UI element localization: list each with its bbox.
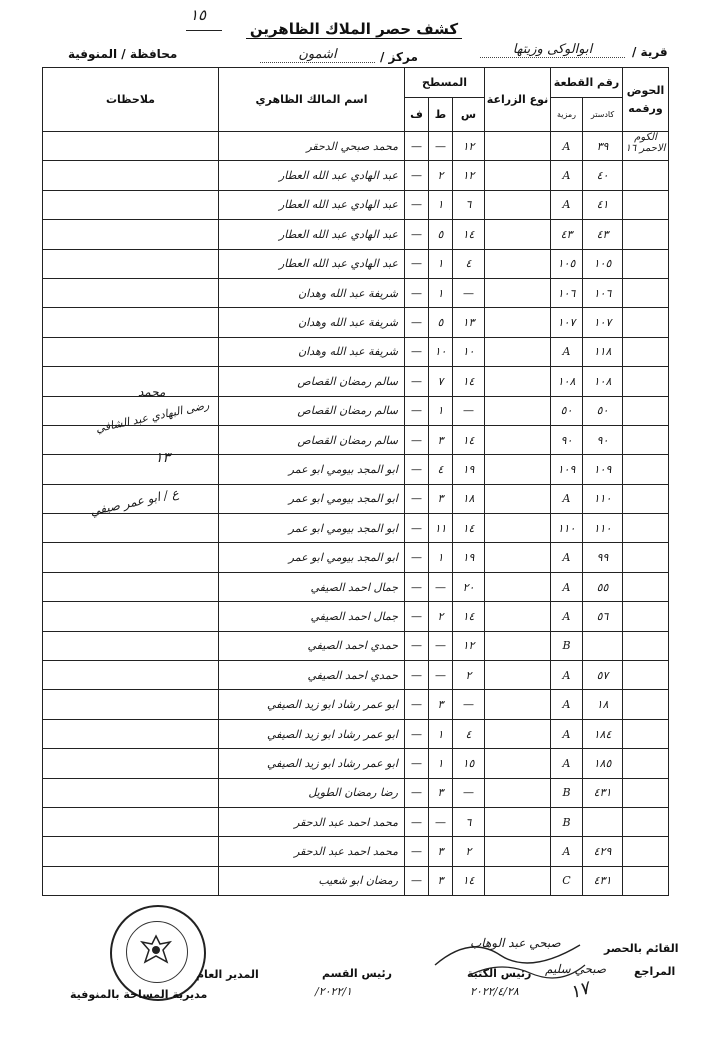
cell-f: —	[405, 425, 429, 454]
header-crop: نوع الزراعة	[485, 68, 551, 132]
cell-crop	[485, 367, 551, 396]
cell-s: ١٩	[453, 543, 485, 572]
chief-writers-date: ٢٠٢٢/٤/٢٨	[470, 985, 519, 998]
cell-s: ١٤	[453, 514, 485, 543]
table-row	[43, 807, 669, 836]
cell-t: ١	[429, 749, 453, 778]
cell-s: ١٢	[453, 132, 485, 161]
cell-f: —	[405, 396, 429, 425]
village-value: ابوالوكى وزيتها	[480, 42, 625, 58]
cell-f: —	[405, 661, 429, 690]
table-row	[43, 749, 669, 778]
cell-ramz: B	[551, 807, 583, 836]
cell-kad: ١٠٩	[583, 455, 623, 484]
cell-s: ١٣	[453, 308, 485, 337]
cell-t: ١	[429, 278, 453, 307]
cell-notes	[43, 249, 219, 278]
header-plot-ramz: رمزية	[551, 98, 583, 132]
cell-s: ٦	[453, 190, 485, 219]
cell-ramz: A	[551, 749, 583, 778]
cell-f: —	[405, 132, 429, 161]
directorate-label: مديرية المساحة بالمنوفية	[70, 988, 208, 1001]
cell-ramz: A	[551, 484, 583, 513]
reviewer-signature: صبحي سليم	[545, 962, 607, 976]
header-area: المسطح	[405, 68, 485, 98]
cell-f: —	[405, 572, 429, 601]
cell-crop	[485, 719, 551, 748]
cell-notes	[43, 161, 219, 190]
cell-f: —	[405, 484, 429, 513]
cell-name: شريفة عبد الله وهدان	[219, 278, 405, 307]
table-row	[43, 337, 669, 366]
cell-s: —	[453, 396, 485, 425]
cell-name: ابو عمر رشاد ابو زيد الصيفي	[219, 690, 405, 719]
margin-note: رضى البهادي عبد الشافي	[94, 398, 211, 436]
center-value: اشمون	[260, 47, 375, 63]
cell-f: —	[405, 749, 429, 778]
cell-hod	[623, 690, 669, 719]
table-row	[43, 661, 669, 690]
cell-hod	[623, 396, 669, 425]
table-row	[43, 425, 669, 454]
cell-hod	[623, 631, 669, 660]
header-plot-kad: كادستر	[583, 98, 623, 132]
table-row	[43, 866, 669, 895]
cell-f: —	[405, 308, 429, 337]
cell-hod	[623, 837, 669, 866]
cell-t: ٢	[429, 161, 453, 190]
cell-crop	[485, 455, 551, 484]
cell-crop	[485, 337, 551, 366]
section-head-date: ٢٠٢٢/١/	[315, 985, 352, 998]
cell-s: ١٤	[453, 866, 485, 895]
cell-ramz: ١١٠	[551, 514, 583, 543]
center-label: مركز /	[380, 50, 418, 64]
cell-t: ٧	[429, 367, 453, 396]
cell-kad: ١٠٧	[583, 308, 623, 337]
cell-name: ابو المجد بيومي ابو عمر	[219, 543, 405, 572]
cell-s: ١٤	[453, 602, 485, 631]
cell-f: —	[405, 220, 429, 249]
cell-t: —	[429, 661, 453, 690]
cell-ramz: A	[551, 543, 583, 572]
table-row	[43, 161, 669, 190]
cell-ramz: ١٠٨	[551, 367, 583, 396]
cell-t: ١	[429, 396, 453, 425]
cell-hod	[623, 661, 669, 690]
owners-table-body	[43, 132, 669, 896]
cell-notes	[43, 278, 219, 307]
cell-crop	[485, 778, 551, 807]
cell-s: ٤	[453, 719, 485, 748]
table-row	[43, 190, 669, 219]
cell-kad: ٤٣	[583, 220, 623, 249]
cell-hod	[623, 249, 669, 278]
cell-t: ١	[429, 543, 453, 572]
cell-crop	[485, 308, 551, 337]
cell-kad: ٩٠	[583, 425, 623, 454]
header-f: ف	[405, 98, 429, 132]
cell-ramz: C	[551, 866, 583, 895]
header-t: ط	[429, 98, 453, 132]
header-owner: اسم المالك الظاهري	[219, 68, 405, 132]
cell-s: ٦	[453, 807, 485, 836]
cell-kad: ١٠٥	[583, 249, 623, 278]
cell-kad: ٩٩	[583, 543, 623, 572]
cell-hod	[623, 161, 669, 190]
cell-t: ٣	[429, 425, 453, 454]
cell-ramz: A	[551, 132, 583, 161]
cell-s: ٢	[453, 837, 485, 866]
cell-hod	[623, 367, 669, 396]
cell-crop	[485, 807, 551, 836]
cell-hod	[623, 866, 669, 895]
cell-name: محمد احمد عبد الدحقر	[219, 837, 405, 866]
cell-f: —	[405, 837, 429, 866]
cell-ramz: ١٠٧	[551, 308, 583, 337]
cell-name: ابو عمر رشاد ابو زيد الصيفي	[219, 749, 405, 778]
cell-kad: ٥٦	[583, 602, 623, 631]
table-row	[43, 514, 669, 543]
cell-ramz: B	[551, 631, 583, 660]
header-hod: الحوض ورقمه	[623, 68, 669, 132]
cell-f: —	[405, 161, 429, 190]
cell-crop	[485, 602, 551, 631]
cell-t: ٣	[429, 484, 453, 513]
table-row	[43, 837, 669, 866]
cell-kad	[583, 807, 623, 836]
cell-hod	[623, 719, 669, 748]
collector-signature: صبحي عبد الوهاب	[470, 936, 561, 950]
cell-kad: ١٨٤	[583, 719, 623, 748]
cell-s: ٢	[453, 661, 485, 690]
cell-notes	[43, 807, 219, 836]
village-label: قرية /	[632, 45, 668, 59]
chief-writers-label: رئيس الكتبة	[467, 967, 532, 980]
cell-crop	[485, 484, 551, 513]
cell-hod: الكوم الاحمر ١٦	[623, 132, 669, 161]
section-head-label: رئيس القسم	[322, 967, 392, 980]
cell-t: ١٠	[429, 337, 453, 366]
cell-t: ٣	[429, 866, 453, 895]
cell-t: ٤	[429, 455, 453, 484]
cell-name: شريفة عبد الله وهدان	[219, 337, 405, 366]
cell-f: —	[405, 719, 429, 748]
cell-t: —	[429, 631, 453, 660]
table-row	[43, 220, 669, 249]
cell-ramz: A	[551, 602, 583, 631]
reviewer-label: المراجع	[634, 965, 676, 978]
cell-notes	[43, 337, 219, 366]
cell-ramz: A	[551, 572, 583, 601]
cell-s: ١٨	[453, 484, 485, 513]
cell-name: جمال احمد الصيفي	[219, 602, 405, 631]
cell-s: ٢٠	[453, 572, 485, 601]
cell-crop	[485, 572, 551, 601]
cell-kad: ٤١	[583, 190, 623, 219]
cell-crop	[485, 396, 551, 425]
table-row	[43, 572, 669, 601]
cell-name: شريفة عبد الله وهدان	[219, 308, 405, 337]
cell-f: —	[405, 455, 429, 484]
cell-ramz: ١٠٥	[551, 249, 583, 278]
cell-t: ١١	[429, 514, 453, 543]
cell-hod	[623, 514, 669, 543]
cell-t: ٥	[429, 308, 453, 337]
cell-crop	[485, 132, 551, 161]
cell-name: عبد الهادي عبد الله العطار	[219, 249, 405, 278]
table-row	[43, 132, 669, 161]
cell-hod	[623, 220, 669, 249]
cell-name: محمد احمد عبد الدحقر	[219, 807, 405, 836]
cell-kad: ١٠٦	[583, 278, 623, 307]
cell-crop	[485, 866, 551, 895]
cell-crop	[485, 631, 551, 660]
cell-notes	[43, 602, 219, 631]
cell-name: عبد الهادي عبد الله العطار	[219, 190, 405, 219]
cell-kad: ٥٥	[583, 572, 623, 601]
cell-s: ١٥	[453, 749, 485, 778]
cell-kad: ٤٢٩	[583, 837, 623, 866]
cell-f: —	[405, 543, 429, 572]
page-title: كشف حصر الملاك الظاهرين	[0, 20, 708, 38]
cell-notes	[43, 866, 219, 895]
cell-t: ١	[429, 719, 453, 748]
cell-name: حمدي احمد الصيفي	[219, 631, 405, 660]
collector-pen-stroke	[430, 925, 590, 985]
cell-hod	[623, 337, 669, 366]
cell-s: ٤	[453, 249, 485, 278]
cell-t: ١	[429, 249, 453, 278]
cell-f: —	[405, 190, 429, 219]
cell-s: ١٤	[453, 220, 485, 249]
cell-kad: ١١٠	[583, 484, 623, 513]
cell-hod	[623, 308, 669, 337]
cell-ramz: A	[551, 690, 583, 719]
cell-name: محمد صبحي الدحقر	[219, 132, 405, 161]
cell-t: —	[429, 132, 453, 161]
cell-f: —	[405, 690, 429, 719]
header-notes: ملاحظات	[43, 68, 219, 132]
cell-crop	[485, 278, 551, 307]
cell-t: ٣	[429, 837, 453, 866]
cell-f: —	[405, 337, 429, 366]
cell-ramz: A	[551, 719, 583, 748]
cell-notes	[43, 543, 219, 572]
cell-hod	[623, 278, 669, 307]
cell-name: ابو المجد بيومي ابو عمر	[219, 514, 405, 543]
cell-t: —	[429, 807, 453, 836]
cell-s: ١٠	[453, 337, 485, 366]
cell-f: —	[405, 866, 429, 895]
cell-hod	[623, 425, 669, 454]
header-plot: رقم القطعة	[551, 68, 623, 98]
table-row	[43, 543, 669, 572]
cell-s: ١٢	[453, 161, 485, 190]
cell-notes	[43, 631, 219, 660]
cell-name: حمدي احمد الصيفي	[219, 661, 405, 690]
cell-hod	[623, 807, 669, 836]
cell-ramz: ٥٠	[551, 396, 583, 425]
cell-kad: ٤٣١	[583, 778, 623, 807]
cell-f: —	[405, 807, 429, 836]
cell-name: سالم رمضان القصاص	[219, 396, 405, 425]
cell-f: —	[405, 602, 429, 631]
cell-notes	[43, 661, 219, 690]
cell-kad: ١٨٥	[583, 749, 623, 778]
cell-s: —	[453, 690, 485, 719]
cell-notes	[43, 749, 219, 778]
cell-ramz: ٤٣	[551, 220, 583, 249]
cell-f: —	[405, 367, 429, 396]
cell-crop	[485, 543, 551, 572]
cell-notes	[43, 572, 219, 601]
table-row	[43, 719, 669, 748]
cell-hod	[623, 190, 669, 219]
margin-note: ع / ابو عمر صيفي	[88, 485, 180, 519]
cell-crop	[485, 220, 551, 249]
cell-crop	[485, 190, 551, 219]
signature-mark: ١٧	[567, 977, 593, 1004]
cell-hod	[623, 543, 669, 572]
cell-notes	[43, 778, 219, 807]
cell-t: ٣	[429, 690, 453, 719]
cell-s: ١٢	[453, 631, 485, 660]
cell-kad: ٣٩	[583, 132, 623, 161]
cell-hod	[623, 778, 669, 807]
cell-notes	[43, 220, 219, 249]
cell-kad: ٥٧	[583, 661, 623, 690]
cell-t: ٣	[429, 778, 453, 807]
cell-ramz: ٩٠	[551, 425, 583, 454]
table-row	[43, 367, 669, 396]
cell-notes	[43, 308, 219, 337]
cell-s: —	[453, 778, 485, 807]
margin-note: ١٣	[155, 450, 171, 466]
cell-notes	[43, 690, 219, 719]
cell-notes	[43, 719, 219, 748]
cell-hod	[623, 484, 669, 513]
governorate-label: محافظة / المنوفية	[68, 47, 178, 61]
cell-notes	[43, 132, 219, 161]
cell-name: ابو المجد بيومي ابو عمر	[219, 484, 405, 513]
cell-ramz: A	[551, 190, 583, 219]
cell-crop	[485, 661, 551, 690]
cell-crop	[485, 514, 551, 543]
cell-s: ١٤	[453, 367, 485, 396]
cell-name: عبد الهادي عبد الله العطار	[219, 220, 405, 249]
cell-f: —	[405, 278, 429, 307]
cell-f: —	[405, 514, 429, 543]
cell-kad: ١١٨	[583, 337, 623, 366]
cell-name: سالم رمضان القصاص	[219, 425, 405, 454]
cell-kad: ١٠٨	[583, 367, 623, 396]
cell-ramz: A	[551, 161, 583, 190]
cell-kad: ٤٣١	[583, 866, 623, 895]
cell-f: —	[405, 631, 429, 660]
owners-table	[42, 67, 669, 896]
cell-t: —	[429, 572, 453, 601]
table-row	[43, 631, 669, 660]
cell-kad: ٤٠	[583, 161, 623, 190]
cell-t: ٥	[429, 220, 453, 249]
cell-notes	[43, 190, 219, 219]
cell-s: —	[453, 278, 485, 307]
cell-ramz: ١٠٩	[551, 455, 583, 484]
cell-name: جمال احمد الصيفي	[219, 572, 405, 601]
cell-hod	[623, 455, 669, 484]
cell-name: رضا رمضان الطويل	[219, 778, 405, 807]
table-row	[43, 455, 669, 484]
cell-t: ١	[429, 190, 453, 219]
cell-notes	[43, 455, 219, 484]
margin-note: محمد	[138, 385, 166, 399]
cell-name: ابو عمر رشاد ابو زيد الصيفي	[219, 719, 405, 748]
cell-s: ١٩	[453, 455, 485, 484]
cell-kad	[583, 631, 623, 660]
cell-notes	[43, 837, 219, 866]
table-row	[43, 278, 669, 307]
cell-ramz: A	[551, 837, 583, 866]
table-row	[43, 249, 669, 278]
cell-crop	[485, 425, 551, 454]
cell-crop	[485, 749, 551, 778]
cell-name: رمضان ابو شعيب	[219, 866, 405, 895]
cell-kad: ١١٠	[583, 514, 623, 543]
cell-crop	[485, 161, 551, 190]
collector-label: القائم بالحصر	[604, 942, 679, 955]
cell-name: ابو المجد بيومي ابو عمر	[219, 455, 405, 484]
cell-hod	[623, 572, 669, 601]
cell-crop	[485, 690, 551, 719]
cell-s: ١٤	[453, 425, 485, 454]
cell-hod	[623, 602, 669, 631]
table-row	[43, 690, 669, 719]
cell-name: عبد الهادي عبد الله العطار	[219, 161, 405, 190]
eagle-emblem-icon	[137, 932, 175, 970]
cell-hod	[623, 749, 669, 778]
cell-crop	[485, 837, 551, 866]
table-row	[43, 308, 669, 337]
cell-ramz: A	[551, 337, 583, 366]
cell-f: —	[405, 249, 429, 278]
cell-t: ٢	[429, 602, 453, 631]
cell-crop	[485, 249, 551, 278]
table-row	[43, 778, 669, 807]
header-s: س	[453, 98, 485, 132]
cell-kad: ٥٠	[583, 396, 623, 425]
table-row	[43, 602, 669, 631]
cell-kad: ١٨	[583, 690, 623, 719]
cell-ramz: B	[551, 778, 583, 807]
cell-ramz: ١٠٦	[551, 278, 583, 307]
cell-notes	[43, 367, 219, 396]
cell-name: سالم رمضان القصاص	[219, 367, 405, 396]
cell-ramz: A	[551, 661, 583, 690]
page-number: ١٥	[190, 6, 207, 24]
cell-f: —	[405, 778, 429, 807]
general-manager-label: المدير العام	[196, 968, 259, 981]
